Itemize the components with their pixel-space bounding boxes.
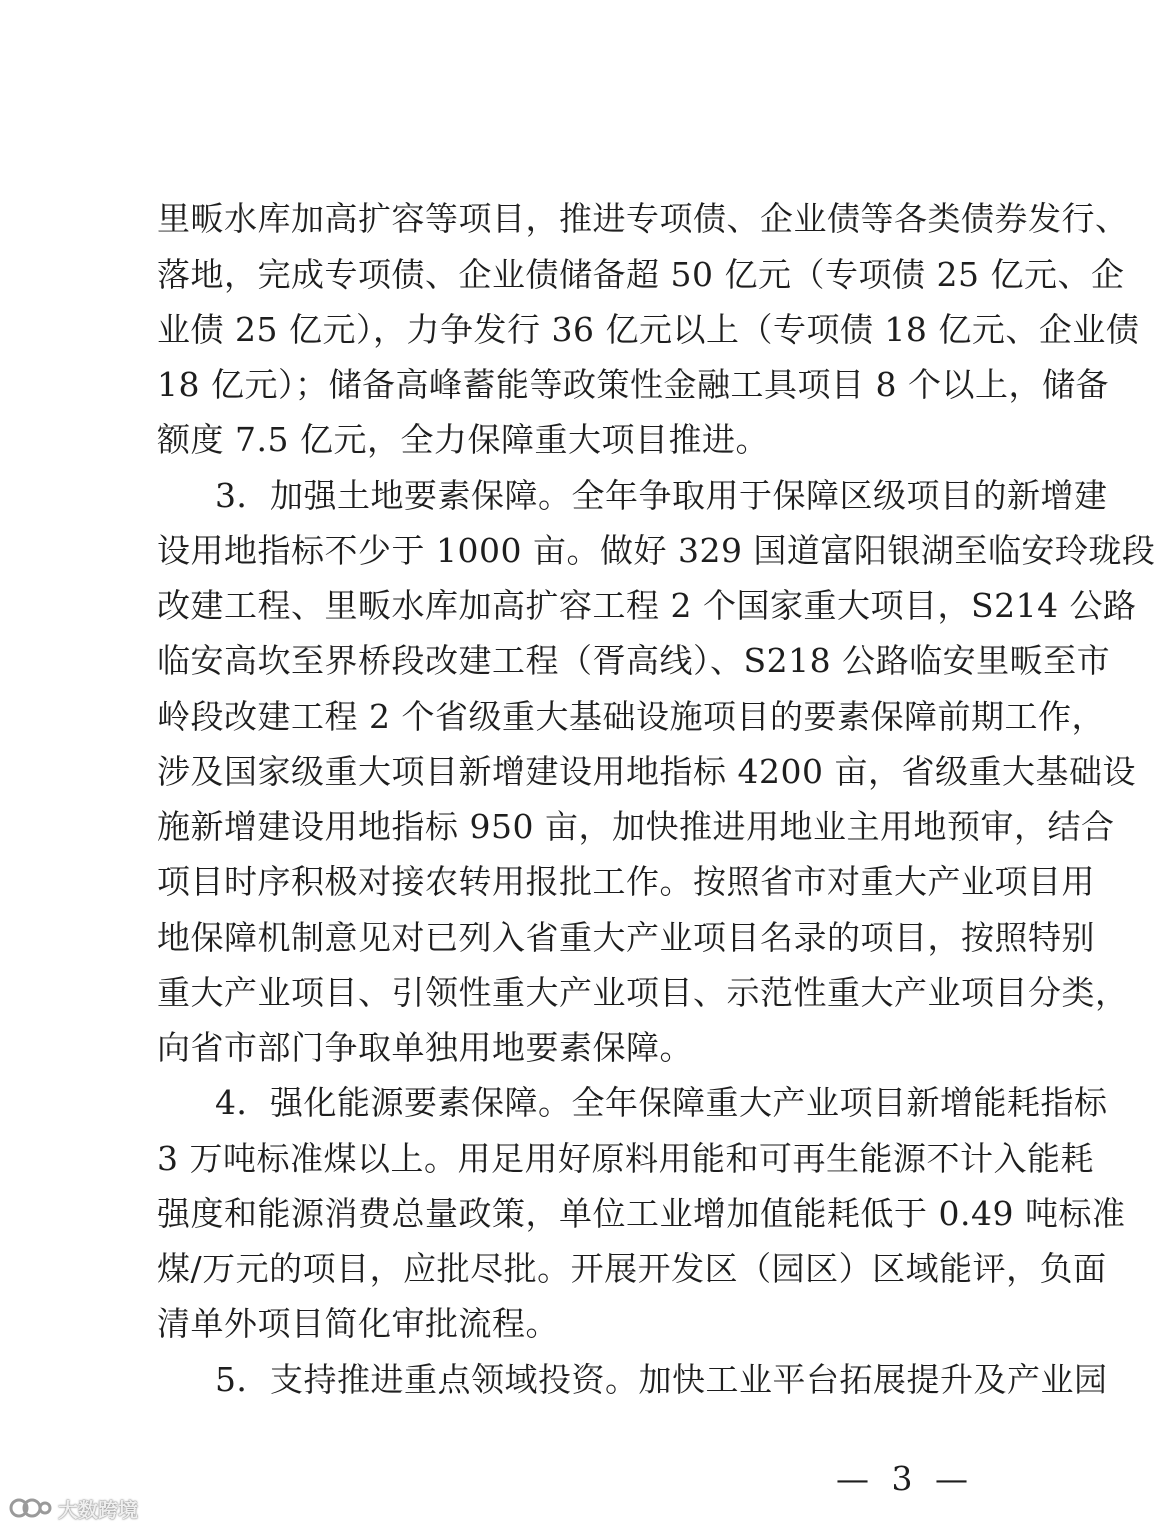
text-line: 业债 25 亿元），力争发行 36 亿元以上（专项债 18 亿元、企业债 — [157, 310, 1140, 349]
text-line: 里畈水库加高扩容等项目，推进专项债、企业债等各类债券发行、 — [157, 199, 1129, 238]
text-line: 涉及国家级重大项目新增建设用地指标 4200 亩，省级重大基础设 — [157, 752, 1136, 791]
watermark — [8, 1494, 138, 1522]
section-heading-line: 4．强化能源要素保障。全年保障重大产业项目新增能耗指标 — [215, 1083, 1108, 1122]
text-line: 重大产业项目、引领性重大产业项目、示范性重大产业项目分类， — [157, 973, 1129, 1012]
text-line: 强度和能源消费总量政策，单位工业增加值能耗低于 0.49 吨标准 — [157, 1194, 1126, 1233]
text-line: 3 万吨标准煤以上。用足用好原料用能和可再生能源不计入能耗 — [157, 1139, 1094, 1178]
text-line: 项目时序积极对接农转用报批工作。按照省市对重大产业项目用 — [157, 862, 1095, 901]
text-line: 岭段改建工程 2 个省级重大基础设施项目的要素保障前期工作， — [157, 697, 1105, 736]
text-line: 清单外项目简化审批流程。 — [157, 1304, 559, 1343]
text-line: 改建工程、里畈水库加高扩容工程 2 个国家重大项目，S214 公路 — [157, 586, 1137, 625]
section-heading-line: 5．支持推进重点领域投资。加快工业平台拓展提升及产业园 — [215, 1360, 1108, 1399]
text-line: 施新增建设用地指标 950 亩，加快推进用地业主用地预审，结合 — [157, 807, 1115, 846]
section-heading-line: 3．加强土地要素保障。全年争取用于保障区级项目的新增建 — [215, 476, 1108, 515]
text-line: 设用地指标不少于 1000 亩。做好 329 国道富阳银湖至临安玲珑段 — [157, 531, 1155, 570]
page-number: — 3 — — [836, 1459, 974, 1498]
text-line: 额度 7.5 亿元，全力保障重大项目推进。 — [157, 420, 769, 459]
text-line: 向省市部门争取单独用地要素保障。 — [157, 1028, 693, 1067]
text-line: 落地，完成专项债、企业债储备超 50 亿元（专项债 25 亿元、企 — [157, 255, 1125, 294]
text-line: 地保障机制意见对已列入省重大产业项目名录的项目，按照特别 — [157, 918, 1095, 957]
text-line: 煤/万元的项目，应批尽批。开展开发区（园区）区域能评，负面 — [157, 1249, 1107, 1288]
text-line: 18 亿元）；储备高峰蓄能等政策性金融工具项目 8 个以上，储备 — [157, 365, 1109, 404]
text-line: 临安高坎至界桥段改建工程（胥高线）、S218 公路临安里畈至市 — [157, 641, 1111, 680]
watermark-logo-icon — [8, 1496, 52, 1520]
watermark-text: 大数跨境 — [58, 1497, 138, 1522]
